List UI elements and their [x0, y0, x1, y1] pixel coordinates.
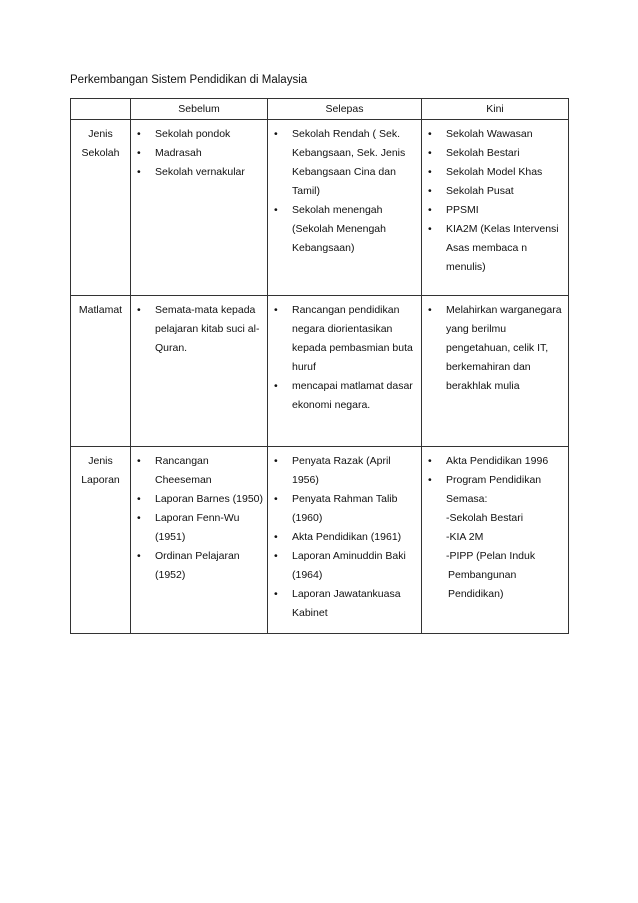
- cell-selepas: [268, 447, 422, 634]
- bullet-icon: •: [428, 223, 432, 235]
- list-item: • Madrasah: [135, 144, 263, 163]
- list-item: • Laporan Barnes (1950): [135, 490, 263, 509]
- list-item: • Sekolah Wawasan: [426, 125, 564, 144]
- row-label-line: Matlamat: [78, 304, 123, 316]
- list-item: • Ordinan Pelajaran (1952): [135, 547, 263, 585]
- row-label-jenis-sekolah: [71, 120, 131, 296]
- cell-kini: [422, 447, 569, 634]
- row-label-matlamat: [71, 296, 131, 447]
- bullet-icon: •: [274, 380, 278, 392]
- row-label-line: Laporan: [81, 474, 120, 486]
- sub-item: Pembangunan: [448, 569, 517, 581]
- list-item: • Semata-mata kepada pelajaran kitab suci al-Quran.: [135, 301, 263, 358]
- bullet-icon: •: [428, 455, 432, 467]
- list-item: • Program Pendidikan Semasa:: [426, 471, 564, 509]
- bullet-icon: •: [274, 455, 278, 467]
- bullet-icon: •: [137, 128, 141, 140]
- list-item: • Laporan Aminuddin Baki (1964): [272, 547, 417, 585]
- bullet-icon: •: [274, 204, 278, 216]
- list-item: • Sekolah pondok: [135, 125, 263, 144]
- header-sebelum: Sebelum: [131, 99, 268, 120]
- sub-item: -PIPP (Pelan Induk: [446, 550, 536, 562]
- header-empty: [71, 99, 131, 120]
- table-row: [71, 120, 569, 296]
- header-kini: Kini: [422, 99, 569, 120]
- bullet-icon: •: [428, 147, 432, 159]
- page-title: Perkembangan Sistem Pendidikan di Malaysia: [70, 74, 308, 86]
- cell-selepas: [268, 120, 422, 296]
- list-item: • PPSMI: [426, 201, 564, 220]
- list-item: • Penyata Razak (April 1956): [272, 452, 417, 490]
- list-item: • Sekolah Rendah ( Sek. Kebangsaan, Sek. Jenis Kebangsaan Cina dan Tamil): [272, 125, 417, 201]
- bullet-icon: •: [274, 493, 278, 505]
- bullet-icon: •: [137, 455, 141, 467]
- list-item: • Sekolah Bestari: [426, 144, 564, 163]
- table-row: [71, 447, 569, 634]
- list-item: • mencapai matlamat dasar ekonomi negara.: [272, 377, 417, 415]
- bullet-icon: •: [137, 147, 141, 159]
- list-item: • Penyata Rahman Talib (1960): [272, 490, 417, 528]
- header-selepas: Selepas: [268, 99, 422, 120]
- bullet-icon: •: [428, 128, 432, 140]
- bullet-icon: •: [137, 304, 141, 316]
- cell-kini: [422, 296, 569, 447]
- sub-item: -Sekolah Bestari: [446, 512, 524, 524]
- cell-selepas: [268, 296, 422, 447]
- table-header-row: [71, 99, 569, 120]
- sub-item: -KIA 2M: [446, 531, 484, 543]
- bullet-icon: •: [274, 588, 278, 600]
- bullet-icon: •: [137, 166, 141, 178]
- bullet-icon: •: [428, 204, 432, 216]
- bullet-icon: •: [428, 185, 432, 197]
- list-item: • Laporan Jawatankuasa Kabinet: [272, 585, 417, 623]
- bullet-icon: •: [274, 550, 278, 562]
- row-label-line: Jenis: [88, 128, 113, 140]
- list-item: • Sekolah menengah (Sekolah Menengah Kebangsaan): [272, 201, 417, 258]
- list-item: • Melahirkan warganegara yang berilmu pengetahuan, celik IT, berkemahiran dan berakhlak mulia: [426, 301, 564, 396]
- list-item: • KIA2M (Kelas Intervensi Asas membaca n menulis): [426, 220, 564, 277]
- list-item: • Akta Pendidikan 1996: [426, 452, 564, 471]
- bullet-icon: •: [428, 474, 432, 486]
- row-label-jenis-laporan: [71, 447, 131, 634]
- bullet-icon: •: [274, 128, 278, 140]
- bullet-icon: •: [137, 550, 141, 562]
- cell-kini: [422, 120, 569, 296]
- bullet-icon: •: [428, 166, 432, 178]
- bullet-icon: •: [274, 531, 278, 543]
- cell-sebelum: [131, 120, 268, 296]
- bullet-icon: •: [137, 493, 141, 505]
- comparison-table: [70, 98, 569, 634]
- bullet-icon: •: [274, 304, 278, 316]
- list-item: • Sekolah Pusat: [426, 182, 564, 201]
- cell-sebelum: [131, 296, 268, 447]
- list-item: • Laporan Fenn-Wu (1951): [135, 509, 263, 547]
- row-label-line: Jenis: [88, 455, 113, 467]
- list-item: • Sekolah Model Khas: [426, 163, 564, 182]
- list-item: • Akta Pendidikan (1961): [272, 528, 417, 547]
- row-label-line: Sekolah: [81, 147, 120, 159]
- cell-sebelum: [131, 447, 268, 634]
- sub-item: Pendidikan): [448, 588, 504, 600]
- list-item: • Rancangan Cheeseman: [135, 452, 263, 490]
- list-item: • Sekolah vernakular: [135, 163, 263, 182]
- bullet-icon: •: [428, 304, 432, 316]
- list-item: • Rancangan pendidikan negara diorientasikan kepada pembasmian buta huruf: [272, 301, 417, 377]
- bullet-icon: •: [137, 512, 141, 524]
- table-row: [71, 296, 569, 447]
